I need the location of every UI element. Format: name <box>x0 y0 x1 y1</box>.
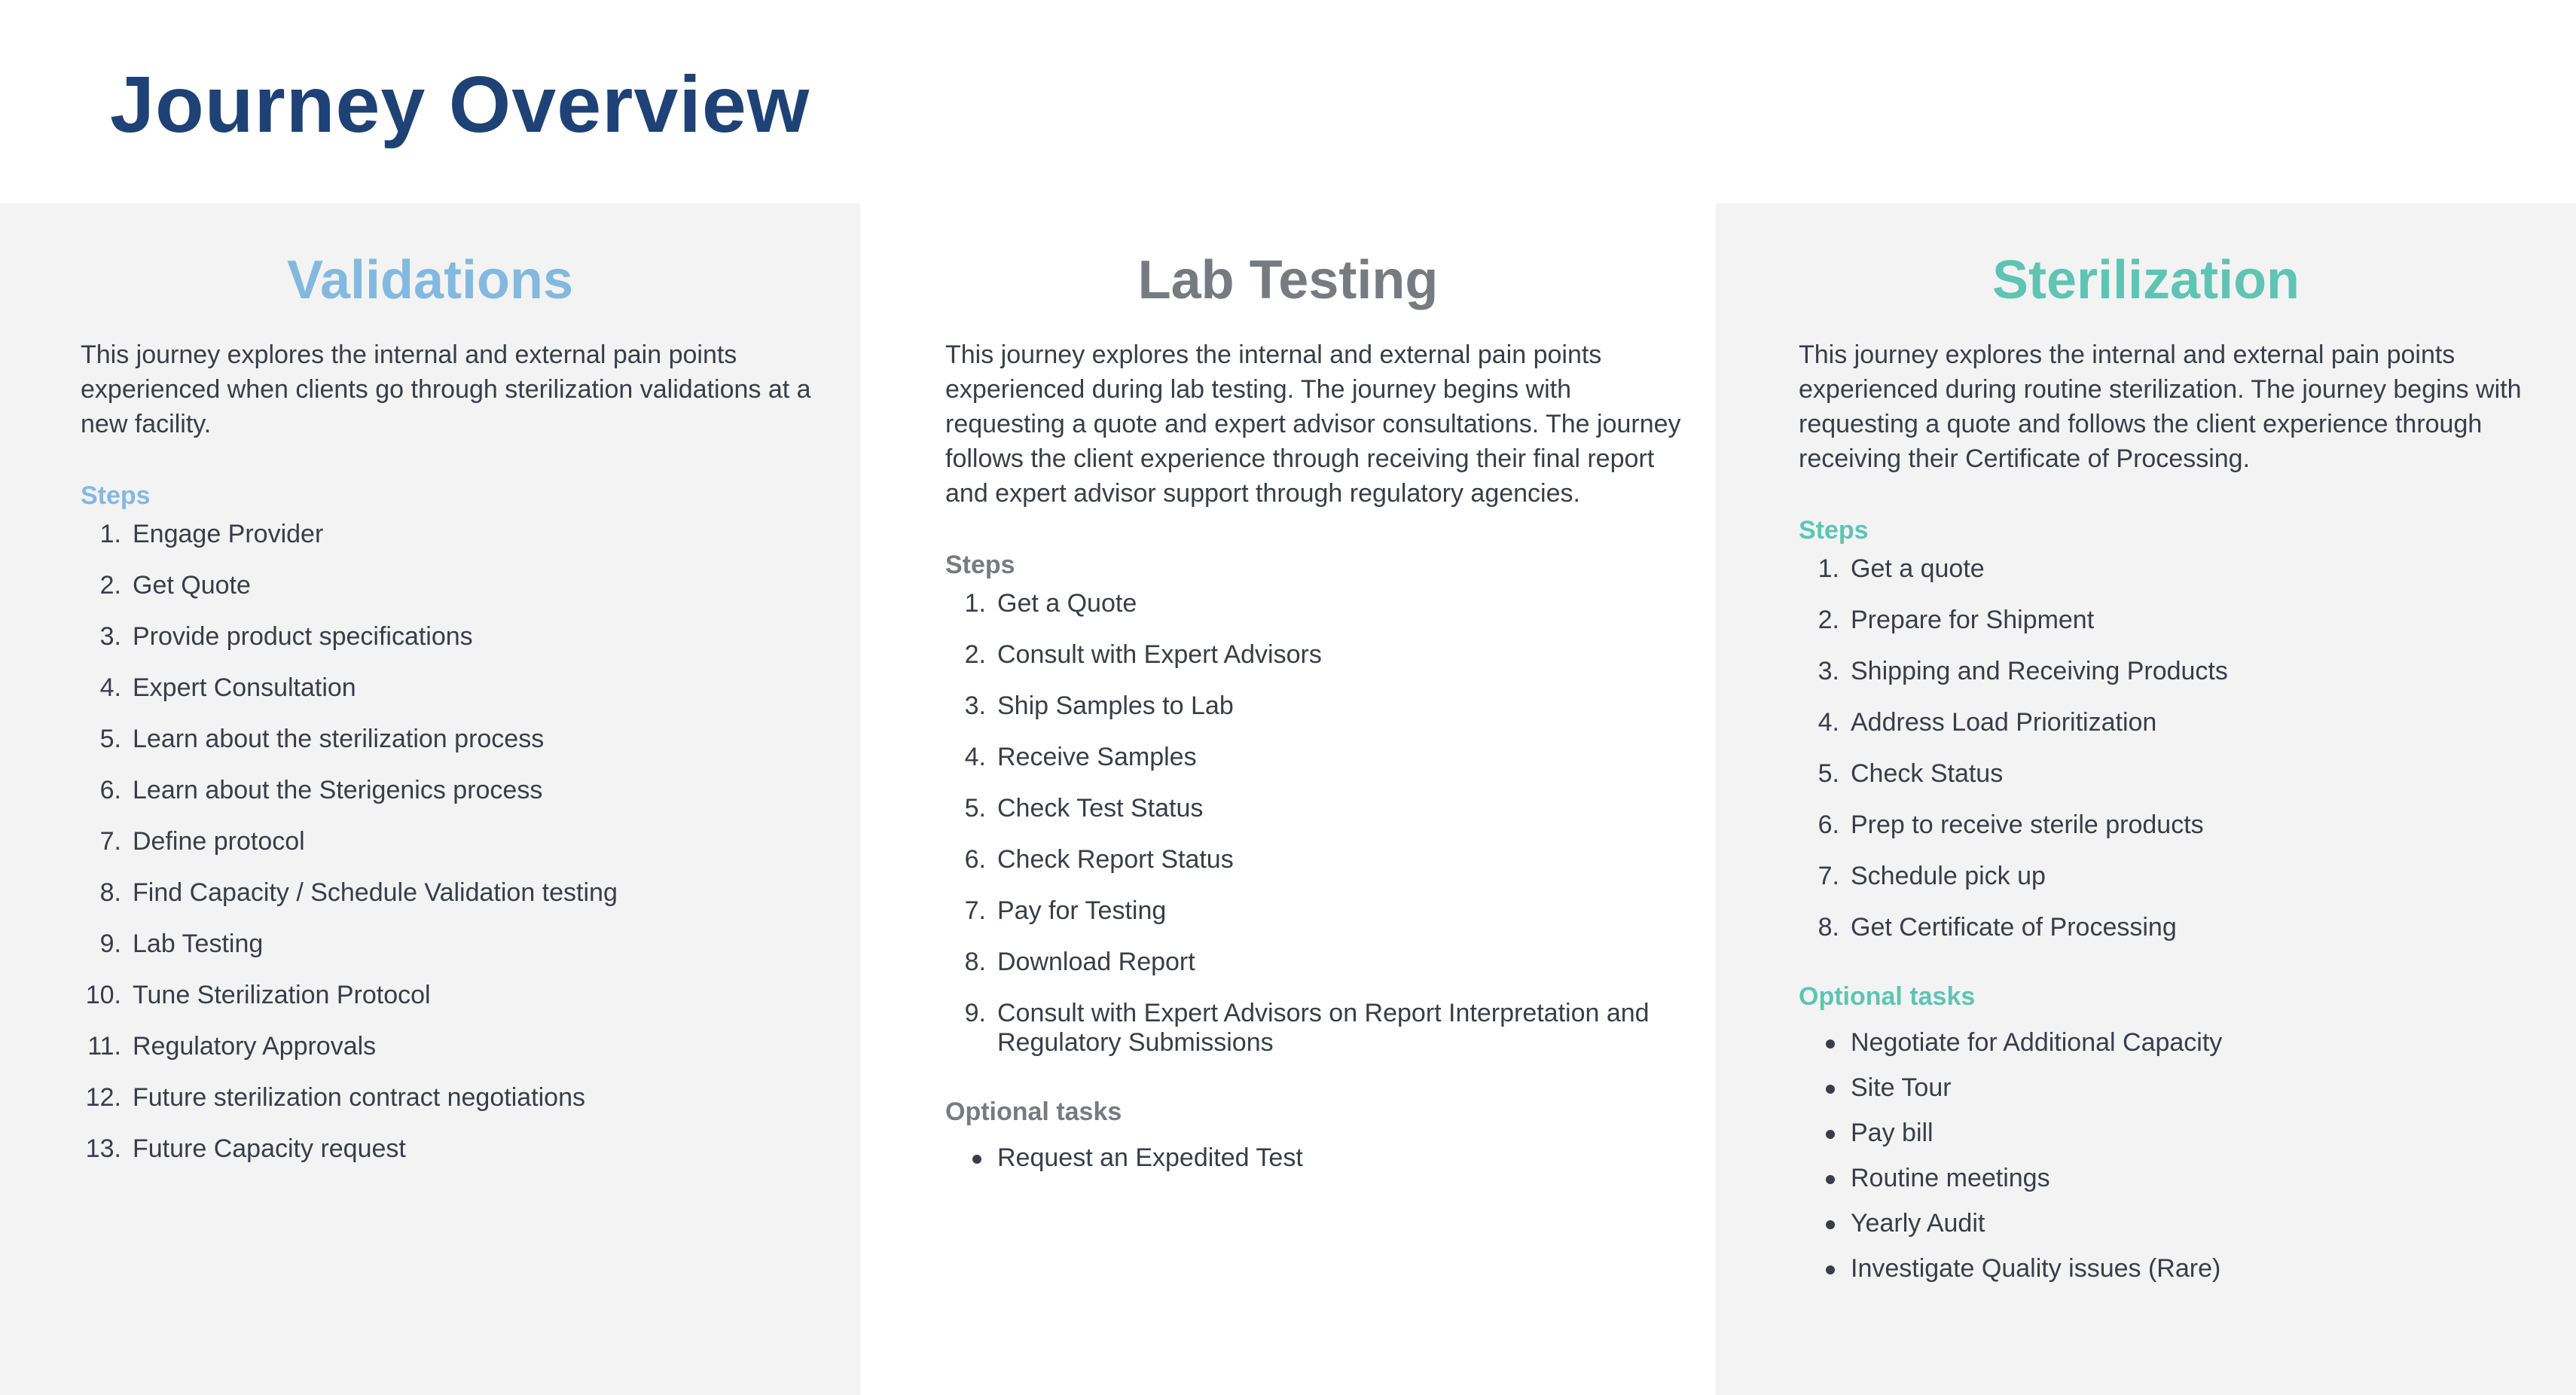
column-description: This journey explores the internal and external pain points experienced during routine sterilization. The journey begins with requesting a quote and follows the client experience through receiving their Certificate of Processing. <box>1799 340 2522 473</box>
step-number: 7. <box>964 896 986 925</box>
task-text: Request an Expedited Test <box>997 1143 1303 1172</box>
step-text: Shipping and Receiving Products <box>1851 657 2228 685</box>
step-item <box>1799 657 2531 686</box>
step-number: 9. <box>964 999 986 1027</box>
step-text: Prep to receive sterile products <box>1851 810 2204 839</box>
step-text: Learn about the Sterigenics process <box>133 776 543 804</box>
step-number: 8. <box>99 878 121 907</box>
step-number: 3. <box>1818 657 1839 685</box>
column-title: Sterilization <box>1992 250 2300 310</box>
step-number: 2. <box>99 571 121 600</box>
step-number: 5. <box>964 794 986 823</box>
step-text: Check Test Status <box>997 794 1204 823</box>
step-number: 8. <box>1818 913 1839 942</box>
step-number: 13. <box>85 1134 121 1163</box>
step-item <box>945 948 1686 977</box>
column-description: This journey explores the internal and external pain points experienced during lab testing. The journey begins with requesting a quote and expert advisor consultations. The journey follows the client experience through receiving their final report and expert advisor support through regulatory agencies. <box>945 340 1681 508</box>
step-text: Future Capacity request <box>133 1134 406 1163</box>
step-text: Future sterilization contract negotiations <box>133 1083 585 1112</box>
step-number: 6. <box>1818 810 1839 839</box>
step-item <box>81 725 815 754</box>
step-number: 5. <box>99 725 121 753</box>
step-item <box>81 622 815 652</box>
task-text: Negotiate for Additional Capacity <box>1851 1028 2223 1057</box>
step-text: Provide product specifications <box>133 622 473 651</box>
step-number: 2. <box>964 640 986 669</box>
step-text: Schedule pick up <box>1851 862 2046 890</box>
step-number: 5. <box>1818 759 1839 788</box>
step-number: 4. <box>99 673 121 702</box>
step-number: 9. <box>99 929 121 958</box>
step-item <box>945 896 1686 926</box>
optional-tasks-label: Optional tasks <box>1799 982 1976 1011</box>
step-number: 4. <box>1818 708 1839 737</box>
step-item <box>1799 606 2531 635</box>
step-text: Get a Quote <box>997 589 1137 618</box>
step-item <box>1799 913 2531 942</box>
step-number: 12. <box>85 1083 121 1112</box>
step-item <box>81 571 815 600</box>
step-text: Get Quote <box>133 571 251 600</box>
step-item <box>81 1032 815 1061</box>
column-title: Validations <box>286 250 574 310</box>
optional-task-item <box>1799 1209 2531 1238</box>
step-text: Check Status <box>1851 759 2004 788</box>
step-number: 3. <box>99 622 121 651</box>
task-text: Yearly Audit <box>1851 1209 1985 1238</box>
steps-list <box>1799 554 2531 942</box>
step-number: 10. <box>85 981 121 1009</box>
step-text: Lab Testing <box>133 929 264 958</box>
optional-tasks-list <box>945 1143 1686 1173</box>
journey-columns <box>0 203 2576 1395</box>
optional-task-item <box>1799 1028 2531 1058</box>
step-text: Consult with Expert Advisors <box>997 640 1322 669</box>
step-item <box>945 589 1686 618</box>
step-item <box>945 999 1686 1058</box>
optional-task-item <box>1799 1254 2531 1284</box>
steps-list <box>945 589 1686 1058</box>
step-number: 1. <box>964 589 986 618</box>
optional-tasks-label: Optional tasks <box>945 1097 1122 1126</box>
task-text: Investigate Quality issues (Rare) <box>1851 1254 2221 1283</box>
step-text: Regulatory Approvals <box>133 1032 377 1061</box>
step-number: 1. <box>99 520 121 548</box>
step-number: 8. <box>964 948 986 976</box>
step-item <box>945 845 1686 875</box>
step-number: 6. <box>99 776 121 804</box>
column-description: This journey explores the internal and external pain points experienced when clients go through sterilization validations at a new facility. <box>81 340 811 438</box>
step-text: Define protocol <box>133 827 305 856</box>
step-item <box>81 1083 815 1113</box>
step-text: Check Report Status <box>997 845 1234 874</box>
optional-task-item <box>1799 1164 2531 1193</box>
bullet-icon <box>1826 1220 1835 1229</box>
task-text: Site Tour <box>1851 1073 1952 1102</box>
step-number: 11. <box>87 1032 121 1061</box>
step-number: 6. <box>964 845 986 874</box>
steps-label: Steps <box>1799 516 1869 545</box>
step-number: 4. <box>964 743 986 771</box>
step-item <box>1799 759 2531 789</box>
step-item <box>81 673 815 703</box>
step-item <box>81 981 815 1010</box>
step-item <box>945 640 1686 670</box>
step-text: Get a quote <box>1851 554 1985 583</box>
bullet-icon <box>1826 1039 1835 1049</box>
step-text: Receive Samples <box>997 743 1197 771</box>
bullet-icon <box>1826 1085 1835 1094</box>
validations-column <box>0 203 860 1395</box>
steps-list <box>81 520 815 1164</box>
step-text: Prepare for Shipment <box>1851 606 2095 634</box>
task-text: Routine meetings <box>1851 1164 2050 1192</box>
step-number: 3. <box>964 691 986 720</box>
step-item <box>81 878 815 908</box>
step-text: Address Load Prioritization <box>1851 708 2157 737</box>
optional-task-item <box>945 1143 1686 1173</box>
step-text: Engage Provider <box>133 520 324 548</box>
step-text: Tune Sterilization Protocol <box>133 981 431 1009</box>
steps-label: Steps <box>81 481 151 510</box>
column-title: Lab Testing <box>1137 250 1439 310</box>
step-item <box>1799 708 2531 737</box>
bullet-icon <box>1826 1265 1835 1274</box>
step-text: Consult with Expert Advisors on Report Interpretation and Regulatory Submissions <box>997 999 1650 1057</box>
step-item <box>1799 862 2531 891</box>
step-item <box>1799 554 2531 584</box>
step-number: 7. <box>99 827 121 856</box>
step-text: Ship Samples to Lab <box>997 691 1234 720</box>
bullet-icon <box>972 1155 981 1164</box>
step-text: Learn about the sterilization process <box>133 725 545 753</box>
bullet-icon <box>1826 1175 1835 1184</box>
step-item <box>81 520 815 549</box>
step-text: Get Certificate of Processing <box>1851 913 2177 942</box>
steps-label: Steps <box>945 551 1015 579</box>
step-text: Expert Consultation <box>133 673 356 702</box>
sterilization-column <box>1716 203 2576 1395</box>
step-number: 2. <box>1818 606 1839 634</box>
step-item <box>945 743 1686 772</box>
optional-task-item <box>1799 1119 2531 1148</box>
bullet-icon <box>1826 1130 1835 1139</box>
page-title: Journey Overview <box>110 60 810 149</box>
step-text: Pay for Testing <box>997 896 1167 925</box>
step-text: Download Report <box>997 948 1195 976</box>
step-item <box>945 691 1686 721</box>
optional-tasks-list <box>1799 1028 2531 1284</box>
step-text: Find Capacity / Schedule Validation testing <box>133 878 618 907</box>
step-item <box>1799 810 2531 840</box>
step-number: 7. <box>1818 862 1839 890</box>
task-text: Pay bill <box>1851 1119 1934 1147</box>
optional-task-item <box>1799 1073 2531 1103</box>
step-item <box>945 794 1686 823</box>
lab-testing-column <box>860 203 1716 1395</box>
step-number: 1. <box>1818 554 1839 583</box>
step-item <box>81 776 815 805</box>
step-item <box>81 1134 815 1164</box>
step-item <box>81 827 815 856</box>
step-item <box>81 929 815 959</box>
